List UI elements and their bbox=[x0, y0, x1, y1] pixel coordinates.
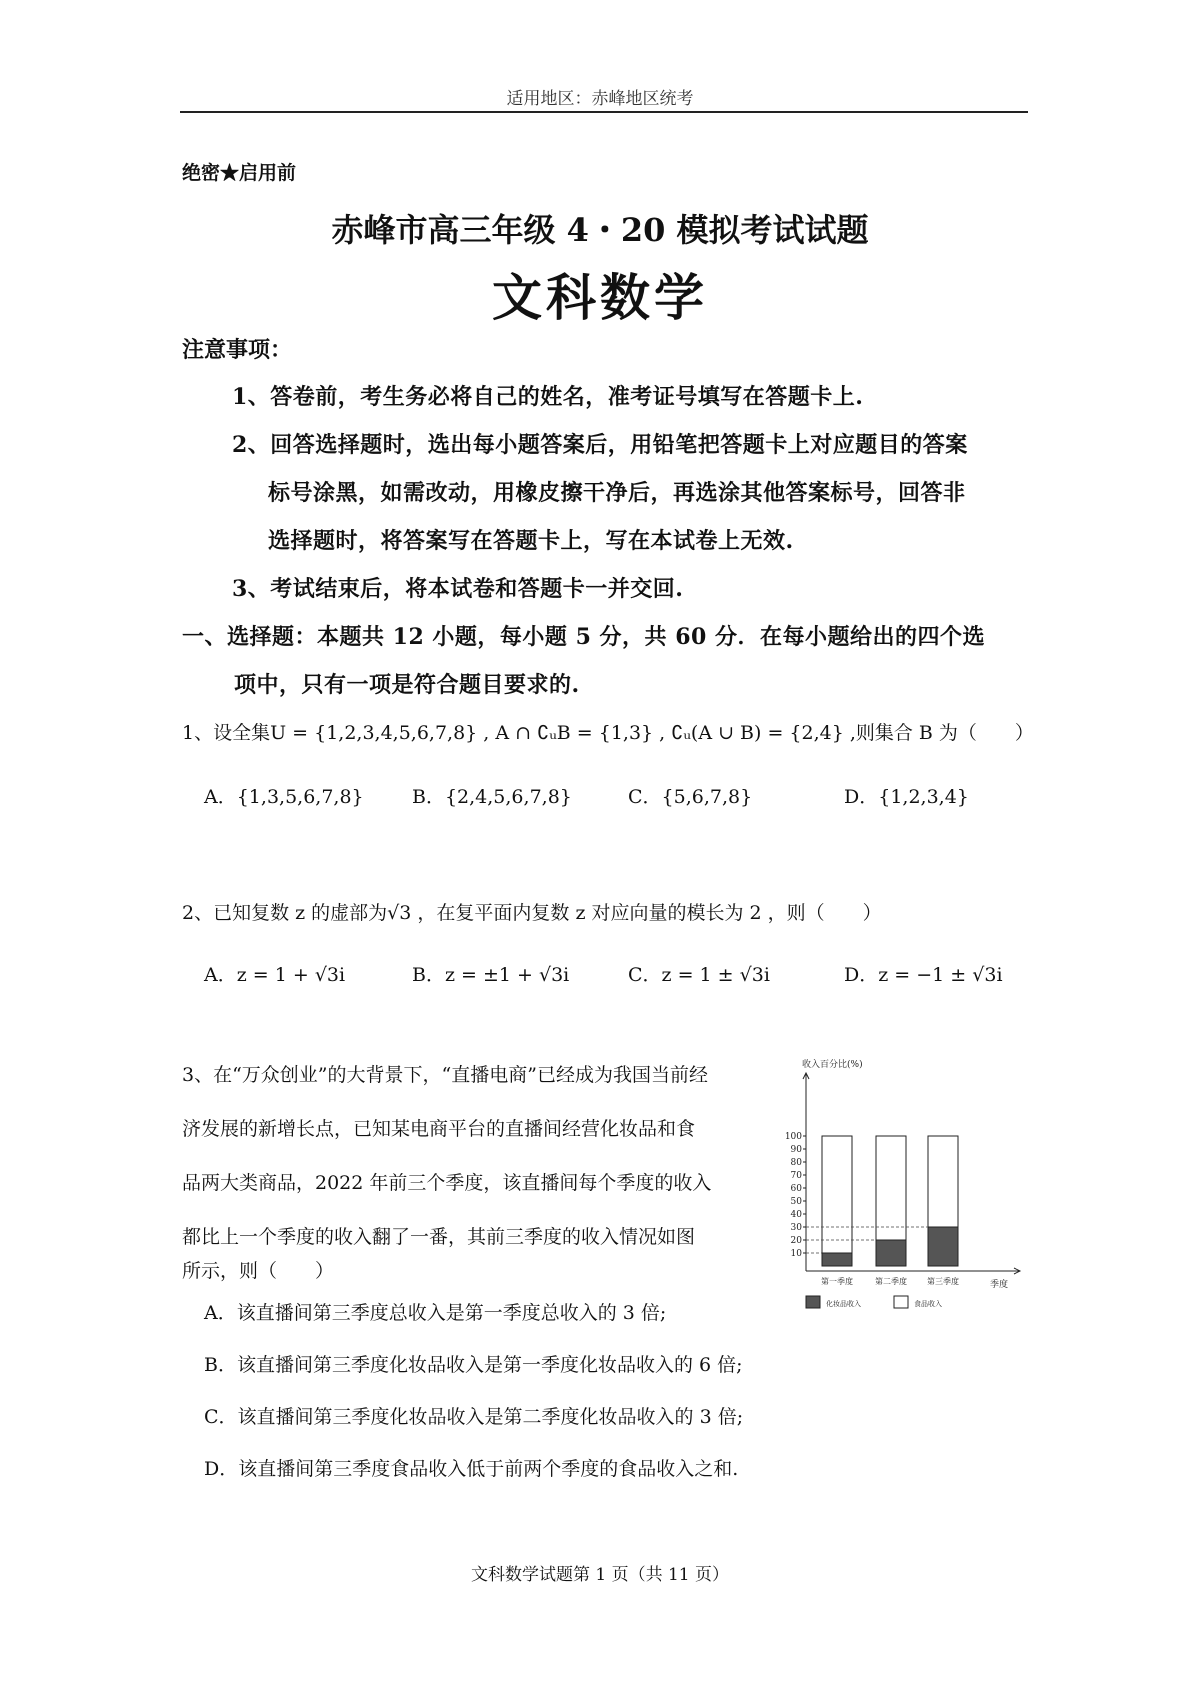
legend-label-cosmetics: 化妆品收入 bbox=[826, 1300, 861, 1308]
note-item-1: 1、答卷前，考生务必将自己的姓名，准考证号填写在答题卡上. bbox=[232, 384, 864, 410]
note-item-2-cont-1: 标号涂黑，如需改动，用橡皮擦干净后，再选涂其他答案标号，回答非 bbox=[268, 480, 966, 506]
question-1-option-c: C．{5,6,7,8} bbox=[628, 786, 753, 808]
question-3-stem-line-2: 济发展的新增长点，已知某电商平台的直播间经营化妆品和食 bbox=[182, 1118, 696, 1140]
question-3-stem-line-5: 所示，则（ ） bbox=[182, 1260, 335, 1282]
section-heading-line-2: 项中，只有一项是符合题目要求的. bbox=[234, 672, 580, 698]
x-tick-label: 第三季度 bbox=[927, 1277, 959, 1286]
y-tick-label: 80 bbox=[790, 1158, 802, 1168]
y-tick-label: 10 bbox=[790, 1249, 802, 1259]
note-item-3: 3、考试结束后，将本试卷和答题卡一并交回. bbox=[232, 576, 684, 602]
question-2-stem: 2、已知复数 z 的虚部为√3 ，在复平面内复数 z 对应向量的模长为 2 ，则（ ） bbox=[182, 902, 882, 924]
note-item-2: 2、回答选择题时，选出每小题答案后，用铅笔把答题卡上对应题目的答案 bbox=[232, 432, 968, 458]
legend-label-food: 食品收入 bbox=[914, 1300, 942, 1308]
question-3-stem-line-4: 都比上一个季度的收入翻了一番，其前三季度的收入情况如图 bbox=[182, 1226, 696, 1248]
question-3-stem-line-1: 3、在“万众创业”的大背景下，“直播电商”已经成为我国当前经 bbox=[182, 1064, 708, 1086]
secret-label: 绝密★启用前 bbox=[182, 162, 297, 184]
y-axis-label: 收入百分比(%) bbox=[802, 1060, 863, 1070]
exam-subject: 文科数学 bbox=[492, 268, 708, 327]
page-footer: 文科数学试题第 1 页（共 11 页） bbox=[470, 1565, 730, 1585]
section-heading-line-1: 一、选择题：本题共 12 小题，每小题 5 分，共 60 分．在每小题给出的四个选 bbox=[182, 624, 985, 650]
question-3-option-b: B．该直播间第三季度化妆品收入是第一季度化妆品收入的 6 倍; bbox=[204, 1354, 743, 1376]
page-header-region: 适用地区：赤峰地区统考 bbox=[506, 89, 694, 109]
question-2-option-d: D．z = −1 ± √3i bbox=[844, 964, 1003, 986]
x-axis-label: 季度 bbox=[990, 1280, 1009, 1290]
bar-food bbox=[876, 1136, 906, 1240]
question-2-option-c: C．z = 1 ± √3i bbox=[628, 964, 770, 986]
bar-food bbox=[822, 1136, 852, 1253]
y-tick-label: 60 bbox=[790, 1184, 802, 1194]
question-1-option-b: B．{2,4,5,6,7,8} bbox=[412, 786, 572, 808]
exam-title: 赤峰市高三年级 4・20 模拟考试试题 bbox=[331, 211, 869, 249]
bar-cosmetics bbox=[876, 1240, 906, 1266]
question-3-stem-line-3: 品两大类商品，2022 年前三个季度，该直播间每个季度的收入 bbox=[182, 1172, 712, 1194]
y-tick-label: 20 bbox=[790, 1236, 802, 1246]
bar-food bbox=[928, 1136, 958, 1227]
y-tick-label: 30 bbox=[790, 1223, 802, 1233]
question-3-option-a: A．该直播间第三季度总收入是第一季度总收入的 3 倍; bbox=[204, 1302, 667, 1324]
question-2-option-a: A．z = 1 + √3i bbox=[204, 964, 346, 986]
y-tick-label: 90 bbox=[790, 1145, 802, 1155]
question-1-stem: 1、设全集U = {1,2,3,4,5,6,7,8} , A ∩ ∁ᵤB = {1,3} , ∁ᵤ(A ∪ B) = {2,4} ,则集合 B 为（ ） bbox=[182, 722, 1034, 744]
x-tick-label: 第一季度 bbox=[821, 1277, 853, 1286]
y-tick-label: 40 bbox=[790, 1210, 802, 1220]
header-divider bbox=[180, 111, 1028, 113]
y-tick-label: 50 bbox=[790, 1197, 802, 1207]
x-tick-label: 第二季度 bbox=[875, 1277, 907, 1286]
question-2-option-b: B．z = ±1 + √3i bbox=[412, 964, 570, 986]
y-tick-label: 70 bbox=[790, 1171, 802, 1181]
y-tick-label: 100 bbox=[784, 1132, 802, 1142]
bar-cosmetics bbox=[822, 1253, 852, 1266]
note-item-2-cont-2: 选择题时，将答案写在答题卡上，写在本试卷上无效. bbox=[268, 528, 794, 554]
question-3-option-c: C．该直播间第三季度化妆品收入是第二季度化妆品收入的 3 倍; bbox=[204, 1406, 744, 1428]
question-1-option-a: A．{1,3,5,6,7,8} bbox=[204, 786, 364, 808]
q3-revenue-chart bbox=[770, 1055, 1030, 1325]
question-1-option-d: D．{1,2,3,4} bbox=[844, 786, 969, 808]
question-3-option-d: D．该直播间第三季度食品收入低于前两个季度的食品收入之和. bbox=[204, 1458, 739, 1480]
legend-swatch-food bbox=[894, 1296, 908, 1308]
legend-swatch-cosmetics bbox=[806, 1296, 820, 1308]
notes-heading: 注意事项： bbox=[182, 337, 293, 363]
bar-cosmetics bbox=[928, 1227, 958, 1266]
